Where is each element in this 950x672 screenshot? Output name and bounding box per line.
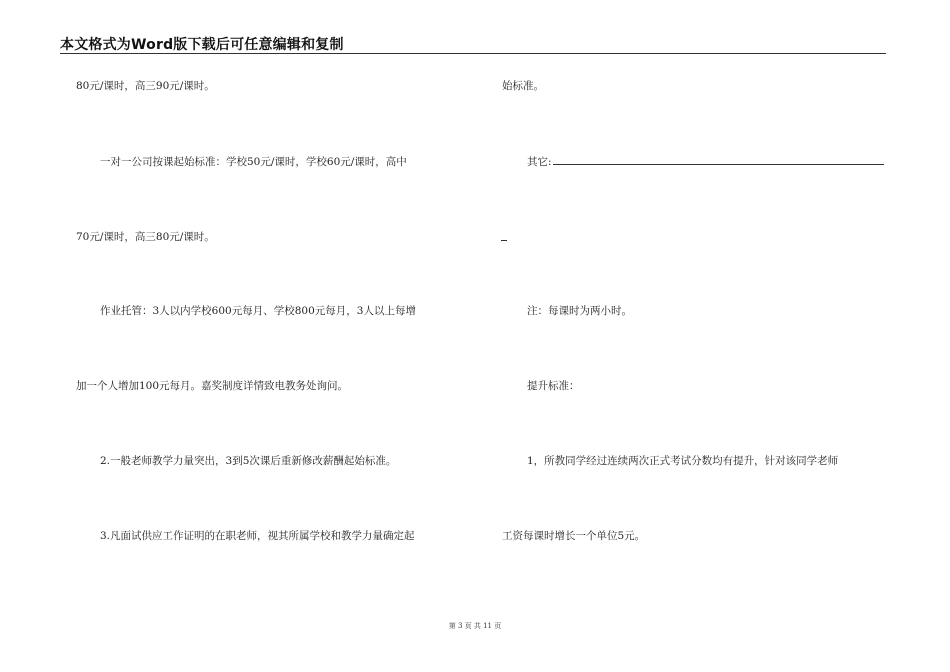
raise-item-1: 1，所教同学经过连续两次正式考试分数均有提升，针对该同学老师 bbox=[527, 455, 839, 467]
raise-item-1-continued: 工资每课时增长一个单位5元。 bbox=[502, 530, 646, 542]
right-line-1: 始标准。 bbox=[502, 80, 544, 92]
other-fill-in-line bbox=[553, 164, 884, 165]
note-line: 注：每课时为两小时。 bbox=[527, 305, 632, 317]
header-divider bbox=[60, 53, 886, 54]
document-header-title: 本文格式为Word版下载后可任意编辑和复制 bbox=[60, 37, 344, 53]
other-label: 其它: bbox=[527, 156, 552, 168]
fill-in-line-stub bbox=[501, 240, 507, 241]
left-line-5: 加一个人增加100元每月。嘉奖制度详情致电教务处询问。 bbox=[76, 380, 349, 392]
left-line-2: 一对一公司按课起始标准：学校50元/课时，学校60元/课时，高中 bbox=[100, 156, 407, 168]
left-line-1: 80元/课时，高三90元/课时。 bbox=[76, 80, 215, 92]
page-number: 第 3 页 共 11 页 bbox=[448, 622, 502, 630]
left-line-7: 3.凡面试供应工作证明的在职老师，视其所属学校和教学力量确定起 bbox=[100, 530, 415, 542]
raise-standard-label: 提升标准： bbox=[527, 380, 580, 392]
left-line-6: 2.一般老师教学力量突出，3到5次课后重新修改薪酬起始标准。 bbox=[100, 455, 397, 467]
left-line-3: 70元/课时，高三80元/课时。 bbox=[76, 231, 215, 243]
left-line-4: 作业托管：3人以内学校600元每月、学校800元每月，3人以上每增 bbox=[100, 305, 416, 317]
